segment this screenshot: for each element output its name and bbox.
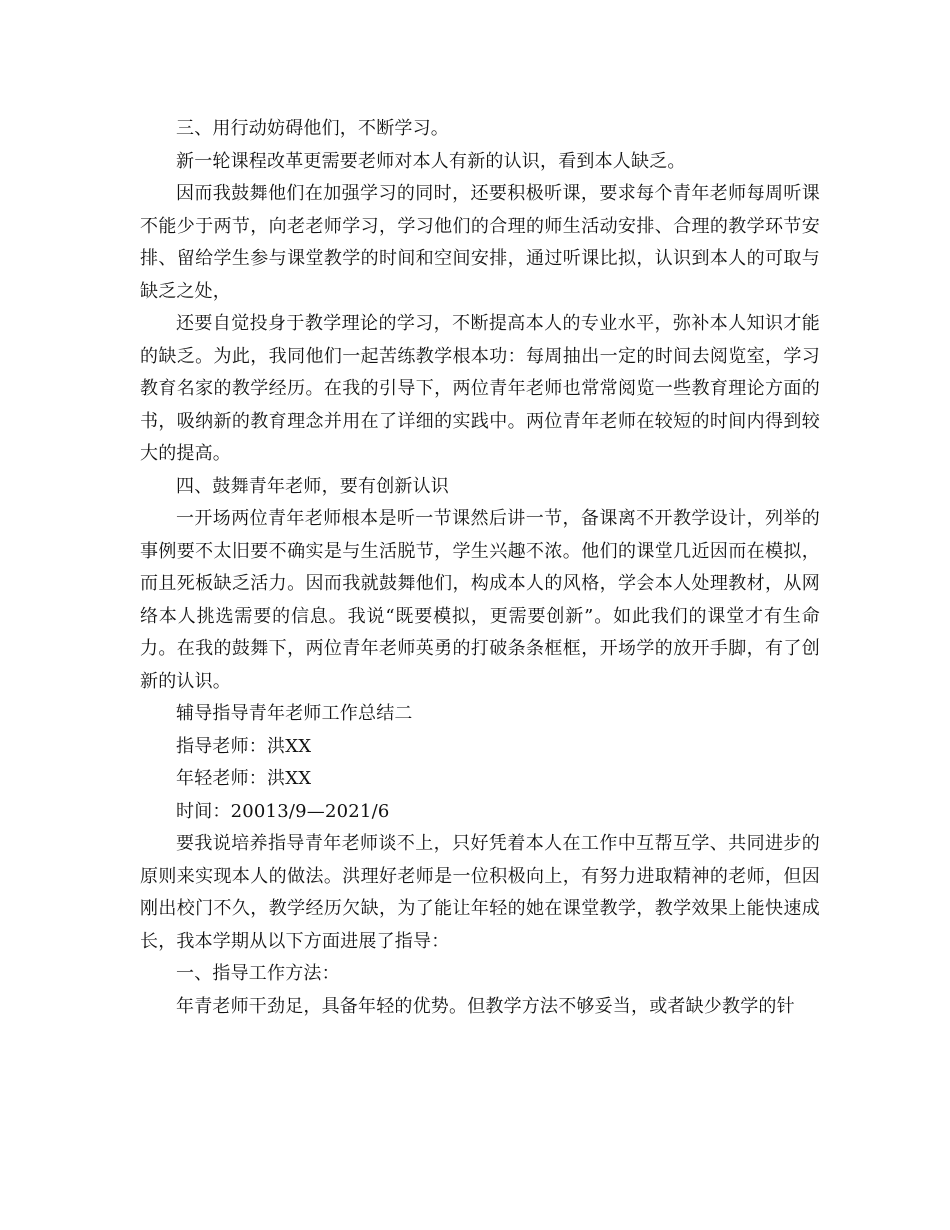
section-heading-3: 三、用行动妨碍他们，不断学习。 [176,118,449,139]
paragraph-innovation: 一开场两位青年老师根本是听一节课然后讲一节，备课离不开教学设计，列举的事例要不太旧要不确实是与生活脱节，学生兴趣不浓。他们的课堂几近因而在模拟，而且死板缺乏活力。因而我就鼓舞他们，构成本人的风格，学会本人处理教材，从网络本人挑选需要的信息。我说“既要模拟，更需要创新”。如此我们的课堂才有生命力。在我的鼓舞下，两位青年老师英勇的打破条条框框，开场学的放开手脚，有了创新的认识。 [140,508,820,692]
mentor-line: 指导老师：洪XX [176,735,312,757]
time-line: 时间：20013/9—2021/6 [176,800,390,822]
paragraph-reform: 新一轮课程改革更需要老师对本人有新的认识，看到本人缺乏。 [176,150,686,172]
section-heading-1: 一、指导工作方法： [176,963,340,984]
paragraph-method: 年青老师干劲足，具备年轻的优势。但教学方法不够妥当，或者缺少教学的针 [176,995,795,1017]
section-heading-4: 四、鼓舞青年老师，要有创新认识 [176,475,449,497]
young-teacher-line: 年轻老师：洪XX [176,768,312,789]
summary-title: 辅导指导青年老师工作总结二 [176,703,413,724]
paragraph-observe-lessons: 因而我鼓舞他们在加强学习的同时，还要积极听课，要求每个青年老师每周听课不能少于两节，向老老师学习，学习他们的合理的师生活动安排、合理的教学环节安排、留给学生参与课堂教学的时间和空间安排，通过听课比拟，认识到本人的可取与缺乏之处， [140,183,820,302]
paragraph-self-study: 还要自觉投身于教学理论的学习，不断提高本人的专业水平，弥补本人知识才能的缺乏。为此，我同他们一起苦练教学根本功：每周抽出一定的时间去阅览室，学习教育名家的教学经历。在我的引导下，两位青年老师也常常阅览一些教育理论方面的书，吸纳新的教育理念并用在了详细的实践中。两位青年老师在较短的时间内得到较大的提高。 [140,313,820,464]
paragraph-introduction: 要我说培养指导青年老师谈不上，只好凭着本人在工作中互帮互学、共同进步的原则来实现本人的做法。洪理好老师是一位积极向上，有努力进取精神的老师，但因刚出校门不久，教学经历欠缺，为了能让年轻的她在课堂教学，教学效果上能快速成长，我本学期从以下方面进展了指导： [140,833,820,952]
document-body [140,113,820,1023]
